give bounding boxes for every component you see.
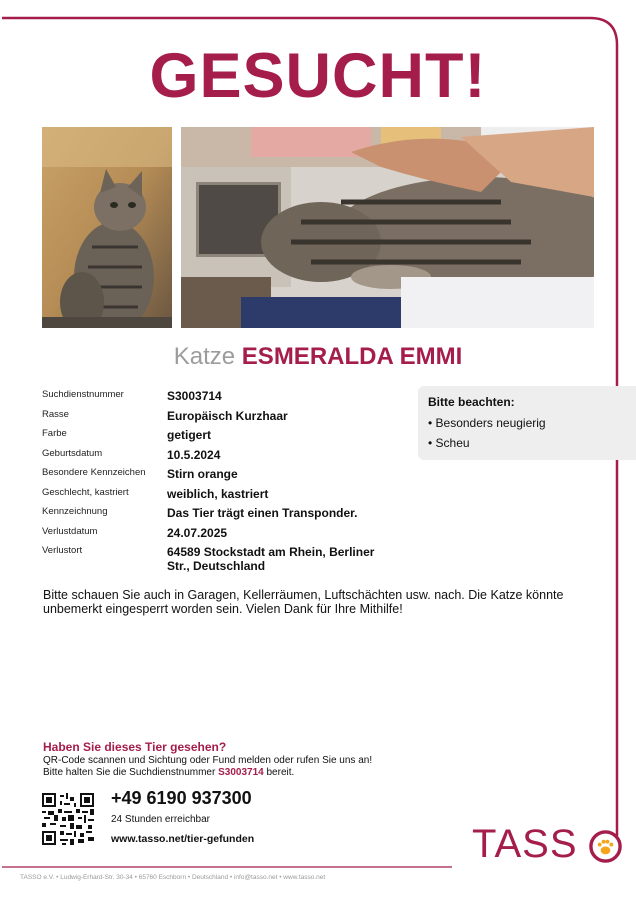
animal-name: ESMERALDA EMMI xyxy=(241,343,463,370)
headline: GESUCHT! xyxy=(149,41,487,111)
phone-number[interactable]: +49 6190 937300 xyxy=(111,788,252,808)
notice-item: • Scheu xyxy=(428,436,470,450)
label-kennzeichnung: Kennzeichnung xyxy=(42,506,108,517)
keep-prefix: Bitte halten Sie die Suchdienstnummer xyxy=(43,767,219,778)
value-farbe: getigert xyxy=(167,428,212,442)
qr-code[interactable] xyxy=(42,793,94,845)
label-farbe: Farbe xyxy=(42,428,67,439)
species-label: Katze xyxy=(173,343,236,370)
label-rasse: Rasse xyxy=(42,409,69,420)
value-geschlecht: weiblich, kastriert xyxy=(167,487,269,501)
photo-cat-lying xyxy=(181,127,594,328)
contact-question: Haben Sie dieses Tier gesehen? xyxy=(43,740,227,754)
value-besondere-kennzeichen: Stirn orange xyxy=(167,467,238,481)
notice-item: • Besonders neugierig xyxy=(428,416,546,430)
label-suchdienstnummer: Suchdienstnummer xyxy=(42,389,124,400)
value-verlustort-line2: Str., Deutschland xyxy=(167,559,266,573)
body-text-line: unbemerkt eingesperrt worden sein. Vielen Dank für Ihre Mithilfe! xyxy=(43,602,403,616)
contact-keep-number xyxy=(43,767,294,778)
keep-suffix: bereit. xyxy=(263,767,295,778)
notice-title: Bitte beachten: xyxy=(428,395,515,409)
value-rasse: Europäisch Kurzhaar xyxy=(167,409,288,423)
label-verlustort: Verlustort xyxy=(42,545,83,556)
contact-instruction: QR-Code scannen und Sichtung oder Fund melden oder rufen Sie uns an! xyxy=(43,755,373,766)
label-geschlecht: Geschlecht, kastriert xyxy=(42,487,129,498)
hours-text: 24 Stunden erreichbar xyxy=(111,814,210,825)
photo-cat-sitting xyxy=(42,127,172,328)
tasso-logo: TASS xyxy=(472,822,578,866)
value-verlustort-line1: 64589 Stockstadt am Rhein, Berliner xyxy=(167,545,375,559)
paw-o-icon xyxy=(588,829,623,864)
label-geburtsdatum: Geburtsdatum xyxy=(42,448,103,459)
value-verlustdatum: 24.07.2025 xyxy=(167,526,228,540)
keep-number: S3003714 xyxy=(218,767,264,778)
value-suchdienstnummer: S3003714 xyxy=(167,389,222,403)
footer-address: TASSO e.V. • Ludwig-Erhard-Str. 30-34 • 65760 Eschborn • Deutschland • info@tasso.net • www.tasso.net xyxy=(20,874,326,881)
body-text-line: Bitte schauen Sie auch in Garagen, Kellerräumen, Luftschächten usw. nach. Die Katze könnte xyxy=(43,588,564,602)
body-text xyxy=(43,588,603,616)
label-besondere-kennzeichen: Besondere Kennzeichen xyxy=(42,467,146,478)
animal-name-line xyxy=(0,343,636,371)
value-geburtsdatum: 10.5.2024 xyxy=(167,448,221,462)
report-url[interactable]: www.tasso.net/tier-gefunden xyxy=(111,833,255,845)
notice-box xyxy=(418,386,636,460)
label-verlustdatum: Verlustdatum xyxy=(42,526,98,537)
value-kennzeichnung: Das Tier trägt einen Transponder. xyxy=(167,506,358,520)
